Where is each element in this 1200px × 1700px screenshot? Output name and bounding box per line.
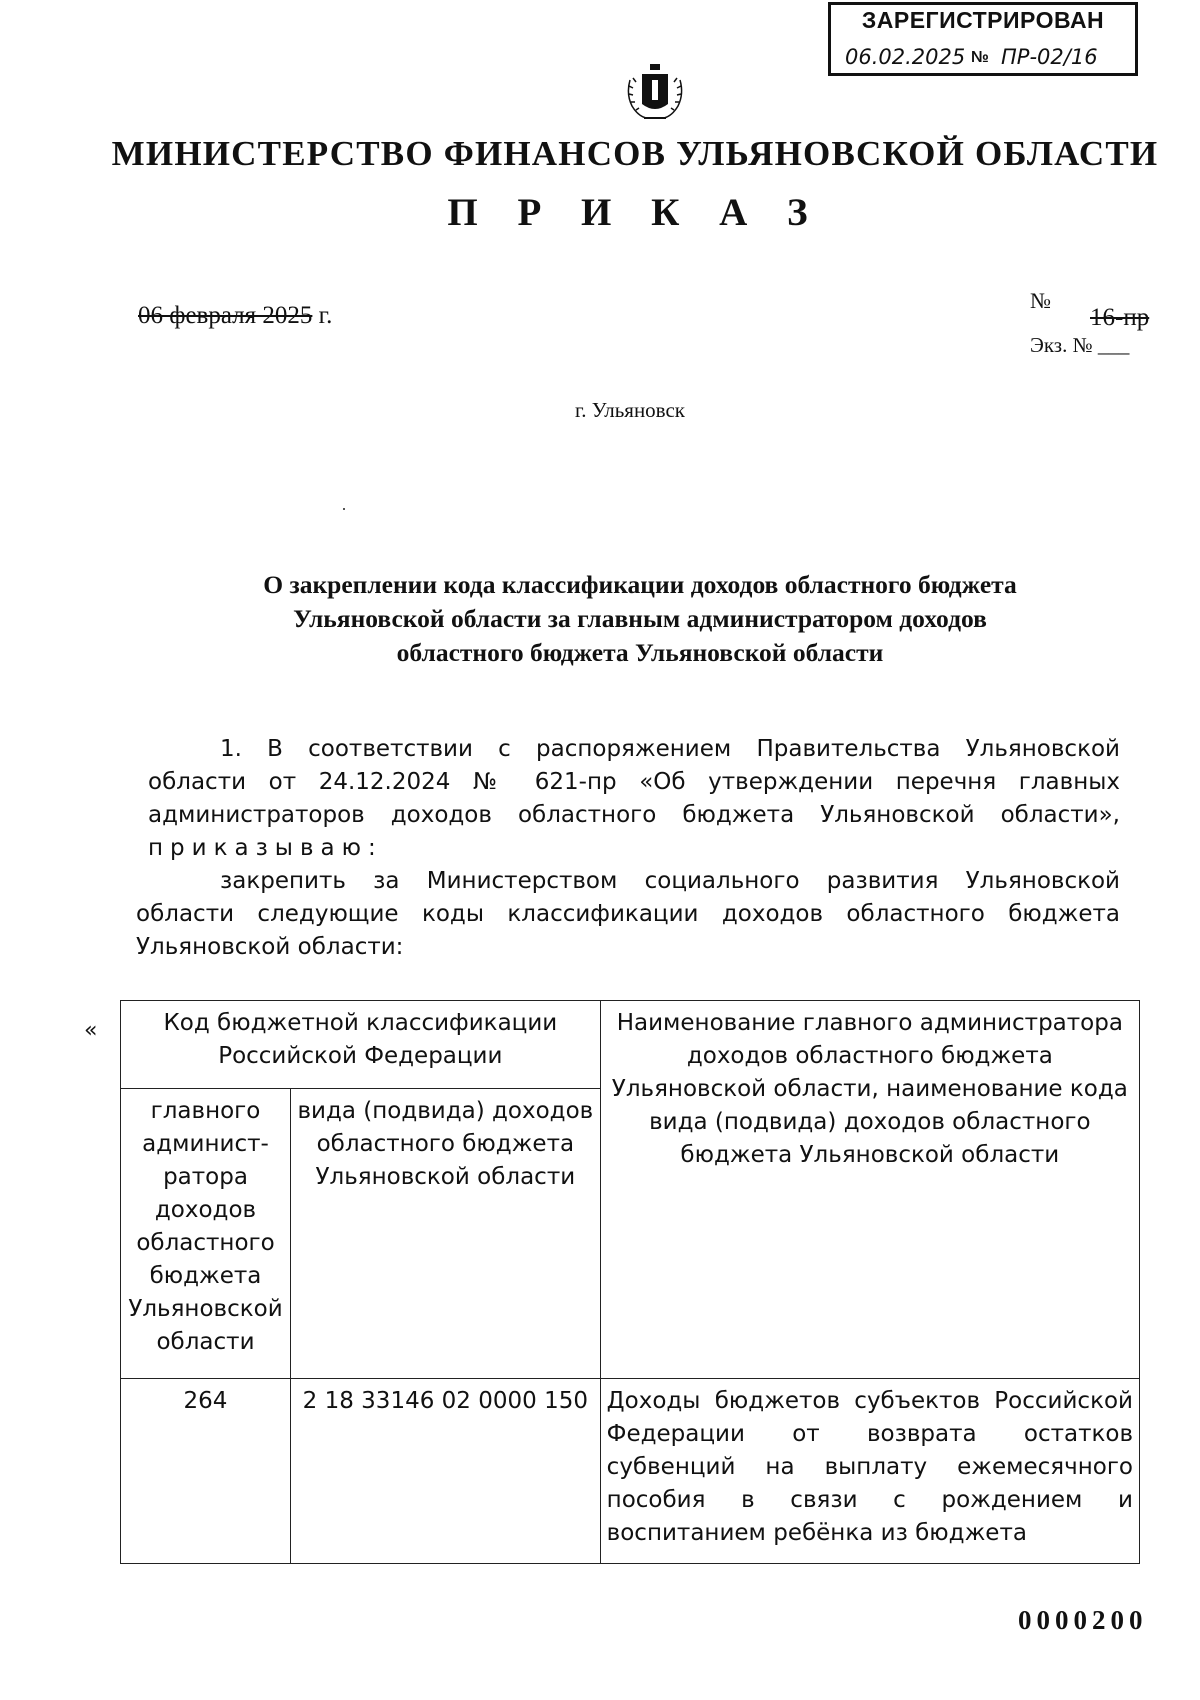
registration-stamp xyxy=(828,2,1138,76)
description-cell: Доходы бюджетов субъектов Российской Федерации от возврата остатков субвенций на выплату ежемесячного пособия в связи с рождением и воспитанием ребёнка из бюджета xyxy=(600,1379,1139,1564)
copy-number: Экз. № ___ xyxy=(1030,333,1130,357)
document-title-line: областного бюджета Ульяновской области xyxy=(396,638,884,667)
scan-speck xyxy=(343,508,345,510)
paragraph-1-line-3: администраторов доходов областного бюджета Ульяновской области», xyxy=(148,802,1120,828)
order-date-value: 06 февраля 2025 xyxy=(138,302,313,329)
order-verb: приказываю: xyxy=(148,835,383,861)
stamp-reg-number: ПР-02/16 xyxy=(1001,45,1098,69)
table-opening-quote: « xyxy=(84,1018,98,1043)
document-title-line: О закреплении кода классификации доходов областного бюджета xyxy=(263,570,1017,599)
document-title-line: Ульяновской области за главным администратором доходов xyxy=(293,604,987,633)
income-codes-table xyxy=(120,1000,1140,1564)
paragraph-2-line-3: Ульяновской области: xyxy=(136,934,404,960)
document-type: П Р И К А З xyxy=(447,191,823,234)
table-row xyxy=(121,1379,1140,1564)
order-number-label: № xyxy=(1030,288,1051,313)
stamp-title: ЗАРЕГИСТРИРОВАН xyxy=(861,7,1105,33)
stamp-date: 06.02.2025 xyxy=(845,45,966,69)
paragraph-2-first-line: закрепить за Министерством социального развития Ульяновской xyxy=(220,868,1120,894)
header-code-group: Код бюджетной классификации Российской Федерации xyxy=(121,1001,601,1089)
coat-of-arms-icon xyxy=(624,60,686,124)
order-date-suffix: г. xyxy=(312,302,333,329)
header-name: Наименование главного администратора доходов областного бюджета Ульяновской области, наименование кода вида (подвида) доходов областного бюджета Ульяновской области xyxy=(600,1001,1139,1379)
stamp-line xyxy=(841,45,1125,75)
income-code-cell: 2 18 33146 02 0000 150 xyxy=(290,1379,600,1564)
order-number-value: 16-пр xyxy=(1090,304,1150,331)
stamp-no-label: № xyxy=(971,49,989,66)
document-title xyxy=(140,568,1140,670)
header-admin-code: главного админист-ратора доходов областного бюджета Ульяновской области xyxy=(121,1089,291,1379)
paragraph-1-line-2: области от 24.12.2024 № 621-пр «Об утверждении перечня главных xyxy=(148,769,1120,795)
header-income-kind: вида (подвида) доходов областного бюджета Ульяновской области xyxy=(290,1089,600,1379)
admin-code-cell: 264 xyxy=(121,1379,291,1564)
form-serial-number: 0000200 xyxy=(1018,1605,1148,1635)
ministry-name: МИНИСТЕРСТВО ФИНАНСОВ УЛЬЯНОВСКОЙ ОБЛАСТИ xyxy=(111,134,1159,173)
paragraph-1-first-line: 1. В соответствии с распоряжением Правительства Ульяновской xyxy=(220,736,1120,762)
city: г. Ульяновск xyxy=(574,398,685,422)
paragraph-2-line-2: области следующие коды классификации доходов областного бюджета xyxy=(136,901,1120,927)
order-date xyxy=(138,302,332,330)
